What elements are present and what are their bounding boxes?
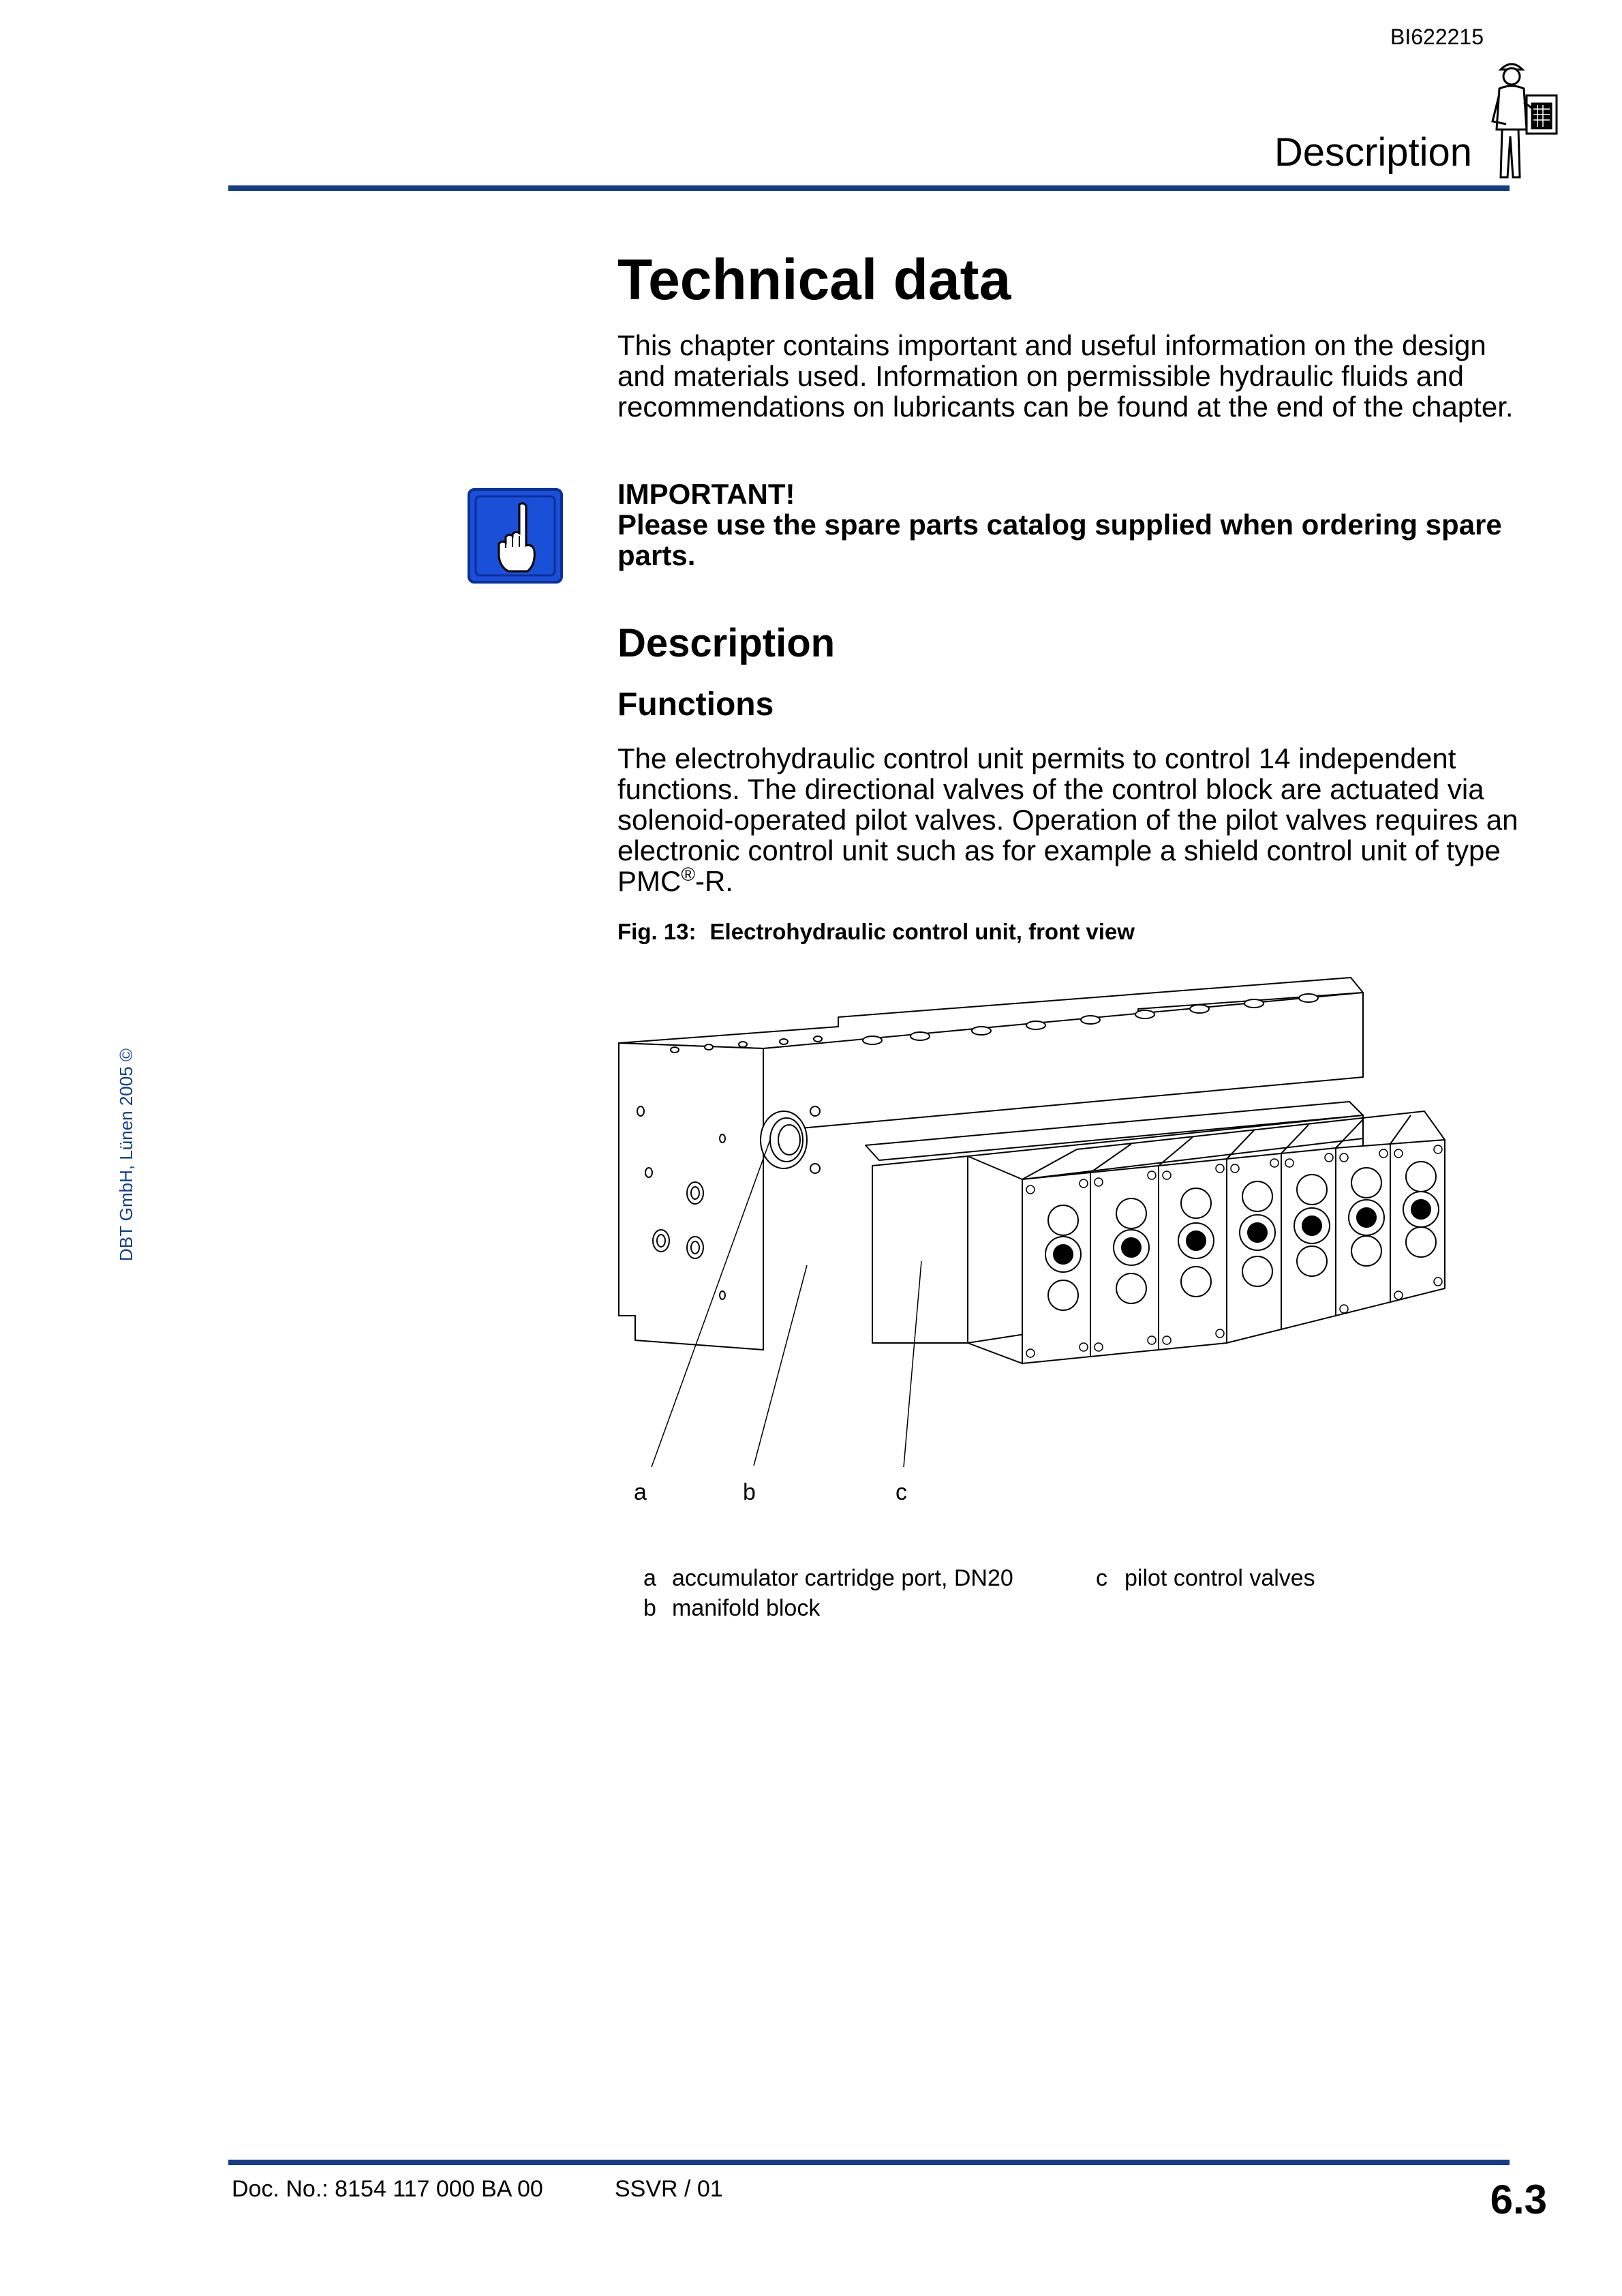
footer-doc-number: Doc. No.: 8154 117 000 BA 00 xyxy=(232,2176,543,2202)
section-heading: Description xyxy=(617,621,836,665)
callout-a: a xyxy=(634,1479,647,1505)
figure-caption-text: Electrohydraulic control unit, front view xyxy=(709,919,1135,944)
legend-text: manifold block xyxy=(672,1595,821,1621)
functions-text: The electrohydraulic control unit permits to control 14 independent functions. The directional valves of the control block are actuated via solenoid-operated pilot valves. Operation of the pilot valves requires an electronic control unit such as for example a shield control unit of type PMC xyxy=(617,742,1518,897)
registered-mark: ® xyxy=(681,864,695,885)
document-id: BI622215 xyxy=(1390,25,1484,49)
important-label: IMPORTANT! xyxy=(617,478,795,510)
footer-rule xyxy=(228,2160,1510,2165)
header-rule xyxy=(228,185,1510,191)
important-notice xyxy=(617,479,1517,571)
subsection-heading: Functions xyxy=(617,686,774,723)
technician-with-clipboard-icon xyxy=(1486,55,1567,184)
callout-c: c xyxy=(896,1479,907,1505)
legend-key: b xyxy=(643,1595,656,1621)
functions-text-end: -R. xyxy=(694,865,733,897)
legend-text: accumulator cartridge port, DN20 xyxy=(672,1565,1013,1591)
legend-text: pilot control valves xyxy=(1124,1565,1315,1591)
header-section-title: Description xyxy=(1274,130,1472,175)
legend-item-b xyxy=(643,1595,820,1622)
copyright-text: DBT GmbH, Lünen 2005 © xyxy=(116,1048,136,1261)
legend-key: c xyxy=(1096,1565,1107,1591)
pointing-hand-icon xyxy=(468,488,563,584)
functions-paragraph xyxy=(617,743,1524,896)
figure-number: Fig. 13: xyxy=(617,919,697,944)
legend-key: a xyxy=(643,1565,656,1591)
intro-paragraph: This chapter contains important and useful information on the design and materials used. Information on permissible hydraulic fluids and recommendations on lubricants can be found at the end of the chapter. xyxy=(617,329,1514,423)
legend-item-c xyxy=(1096,1565,1315,1592)
callout-b: b xyxy=(743,1479,756,1505)
footer-reference: SSVR / 01 xyxy=(615,2176,723,2202)
figure-caption xyxy=(617,919,1135,945)
page-number: 6.3 xyxy=(1490,2177,1547,2222)
page-title: Technical data xyxy=(617,247,1011,312)
legend-item-a xyxy=(643,1565,1013,1592)
important-text: Please use the spare parts catalog supplied when ordering spare parts. xyxy=(617,509,1502,571)
control-unit-illustration xyxy=(600,961,1472,1513)
copyright-notice xyxy=(116,1036,157,1261)
